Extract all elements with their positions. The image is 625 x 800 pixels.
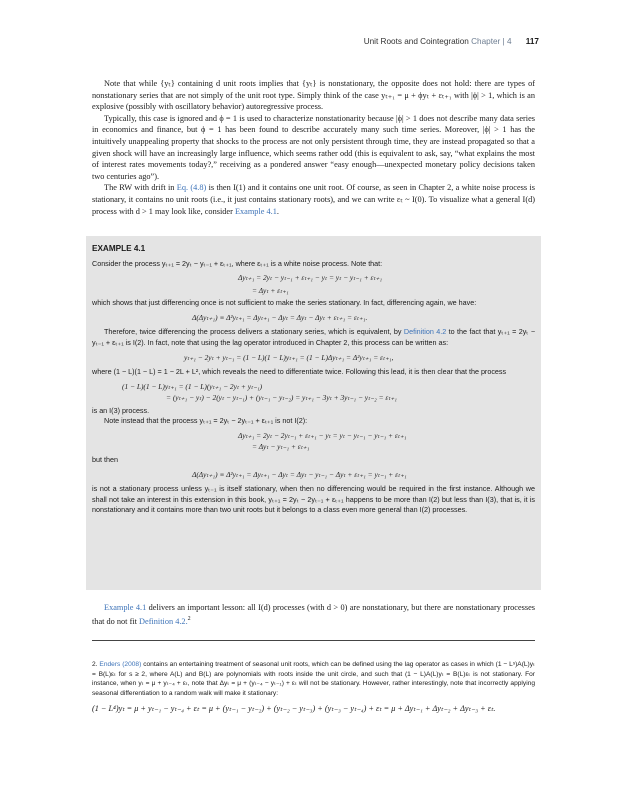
example-text-8: is not a stationary process unless yₜ₋₁ is itself stationary, when then no differencing would be required in the first instance. Although we shall not take an interest in this extension in this book, yₜ₊₁ = 2yₜ − 2yₜ₋₁ + εₜ₊₁ happens to be more than I(2) but less than I(3), that is, it is nonstationary and it contains more than two unit roots but it belongs to a class even more general than I(2) processes. xyxy=(92,484,535,514)
eq-4-8-link[interactable]: Eq. (4.8) xyxy=(176,183,207,193)
paragraph-3 xyxy=(92,182,535,217)
header-title: Unit Roots and Cointegration xyxy=(363,37,469,46)
header-chapter: Chapter | 4 xyxy=(471,37,512,46)
equation-4-line-1: (1 − L)(1 − L)yₜ₊₁ = (1 − L)(yₜ₊₁ − 2yₜ + yₜ₋₁) xyxy=(122,381,263,391)
footnote-number: 2. xyxy=(92,661,98,668)
equation-1-line-2: = Δyₜ + εₜ₊₁ xyxy=(252,285,289,295)
footnote-marker: 2 xyxy=(187,615,191,622)
running-header xyxy=(364,37,539,46)
after-example-text xyxy=(92,602,535,627)
paragraph-3-part-a: The RW with drift in xyxy=(104,183,177,193)
example-text-3 xyxy=(92,327,535,348)
equation-3: yₜ₊₁ − 2yₜ + yₜ₋₁ = (1 − L)(1 − L)yₜ₊₁ = (1 − L)Δyₜ₊₁ = Δ²yₜ₊₁ = εₜ₊₁, xyxy=(184,353,394,362)
equation-2: Δ(Δyₜ₊₁) ≡ Δ²yₜ₊₁ = Δyₜ₊₁ − Δyₜ = Δyₜ − Δyₜ + εₜ₊₁ = εₜ₊₁. xyxy=(192,313,368,322)
definition-4-2-link-2[interactable]: Definition 4.2. xyxy=(139,616,188,626)
example-box xyxy=(86,236,541,590)
after-example-paragraph xyxy=(92,602,535,627)
equation-6: Δ(Δyₜ₊₁) ≡ Δ²yₜ₊₁ = Δyₜ₊₁ − Δyₜ = Δyₜ − yₜ₋₁ − Δyₜ + εₜ₊₁ = yₜ₋₁ + εₜ₊₁ xyxy=(192,470,407,479)
example-text-4: where (1 − L)(1 − L) = 1 − 2L + L², which reveals the need to differentiate twice. Following this lead, it is then clear that the process xyxy=(92,367,507,376)
paragraph-1: Note that while {yₜ} containing d unit roots implies that {yₜ} is nonstationary, the opposite does not hold: there are types of nonstationary series that are not simply of the unit root type. Simply think of the case yₜ₊₁ = μ + ϕyₜ + εₜ₊₁ with |ϕ| > 1, which is an explosive (possibly with oscillatory behavior) autoregressive process. xyxy=(92,79,535,112)
body-text xyxy=(92,78,535,217)
footnote xyxy=(92,660,535,714)
paragraph-3-part-c: . xyxy=(276,206,279,216)
footnote-equation: (1 − L⁴)yₜ = μ + yₜ₋₁ − yₜ₋₄ + εₜ = μ + (yₜ₋₁ − yₜ₋₂) + (yₜ₋₂ − yₜ₋₃) + (yₜ₋₃ − yₜ₋₄) + εₜ = μ + Δyₜ₋₁ + Δyₜ₋₂ + Δyₜ₋₃ + εₜ. xyxy=(92,704,496,713)
example-intro: Consider the process yₜ₊₁ = 2yₜ − yₜ₋₁ + εₜ₊₁, where εₜ₊₁ is a white noise process. Note that: xyxy=(92,259,383,268)
definition-4-2-link[interactable]: Definition 4.2 xyxy=(403,327,447,336)
example-4-1-link-2[interactable]: Example 4.1 xyxy=(104,603,147,612)
example-text-5: is an I(3) process. xyxy=(92,405,150,415)
example-text-6: Note instead that the process yₜ₊₁ = 2yₜ − 2yₜ₋₁ + εₜ₊₁ is not I(2): xyxy=(104,416,308,425)
equation-1-line-1: Δyₜ₊₁ = 2yₜ − yₜ₋₁ + εₜ₊₁ − yₜ = yₜ − yₜ₋₁ + εₜ₊₁ xyxy=(238,272,383,282)
enders-2008-link[interactable]: Enders (2008) xyxy=(99,661,142,668)
example-text-2: which shows that just differencing once is not sufficient to make the series stationary. In fact, differencing again, we have: xyxy=(92,297,477,307)
example-4-1-link[interactable]: Example 4.1 xyxy=(234,206,277,216)
footnote-divider xyxy=(92,640,535,641)
paragraph-3-part-b: is then I(1) and it contains one unit root. Of course, as seen in Chapter 2, a white noise process is stationary, it contains no unit roots (i.e., it just contains stationary roots), and we can write εₜ ~ I(0). To visualize what a general I(d) process with d > 1 may look like, consider xyxy=(92,183,535,216)
footnote-text xyxy=(92,660,535,698)
page-number: 117 xyxy=(525,37,539,46)
equation-5-line-1: Δyₜ₊₁ = 2yₜ − 2yₜ₋₁ + εₜ₊₁ − yₜ = yₜ − yₜ₋₁ − yₜ₋₁ + εₜ₊₁ xyxy=(238,430,407,440)
equation-5-line-2: = Δyₜ − yₜ₋₁ + εₜ₊₁ xyxy=(252,441,310,451)
example-text-3-part-b: to the fact that yₜ₊₁ = 2yₜ − yₜ₋₁ + εₜ₊₁ is I(2). In fact, note that using the lag operator introduced in Chapter 2, this process can be written as: xyxy=(92,327,536,347)
example-text-3-part-a: Therefore, twice differencing the process delivers a stationary series, which is equivalent, by xyxy=(104,327,404,336)
equation-4-line-2: = (yₜ₊₁ − yₜ) − 2(yₜ − yₜ₋₁) + (yₜ₋₁ − yₜ₋₂) = yₜ₊₁ − 3yₜ + 3yₜ₋₁ − yₜ₋₂ = εₜ₊₁ xyxy=(166,392,397,402)
example-text-7: but then xyxy=(92,454,118,464)
paragraph-2: Typically, this case is ignored and ϕ = 1 is used to characterize nonstationarity because |ϕ| > 1 does not describe many data series in economics and finance, but ϕ = 1 has been found to describe accurately many such time series. Moreover, |ϕ| > 1 has the intuitively unappealing property that shocks to the process are not only persistent through time, they are instead propagated so that a given shock will have an increasingly large influence, which seems rather odd (this is equivalent to ask, say, “what explains the most of interest rates movements today?,” receiving as a pondered answer “easy enough—unexpected monetary policy decisions taken two centuries ago”). xyxy=(92,113,535,181)
footnote-body: contains an entertaining treatment of seasonal unit roots, which can be defined using the lag operator as cases in which (1 − Lˢ)A(L)yₜ = B(L)εₜ for s ≥ 2, where A(L) and B(L) are polynomials with roots inside the unit circle, and such that (1 − L)A(L)yₜ = B(L)εₜ is not stationary. For instance, when yₜ = μ + yₜ₋₄ + εₜ, note that Δyₜ = μ + (yₜ₋₄ − yₜ₋₁) + εₜ will not be stationary. However, rather interestingly, note that incorrectly applying seasonal differentiation to a random walk will make it stationary: xyxy=(92,661,535,697)
after-example-part-a: delivers an important lesson: all I(d) processes (with d > 0) are nonstationary, but there are nonstationary processes that do not fit xyxy=(92,603,536,626)
example-title: EXAMPLE 4.1 xyxy=(92,244,146,253)
